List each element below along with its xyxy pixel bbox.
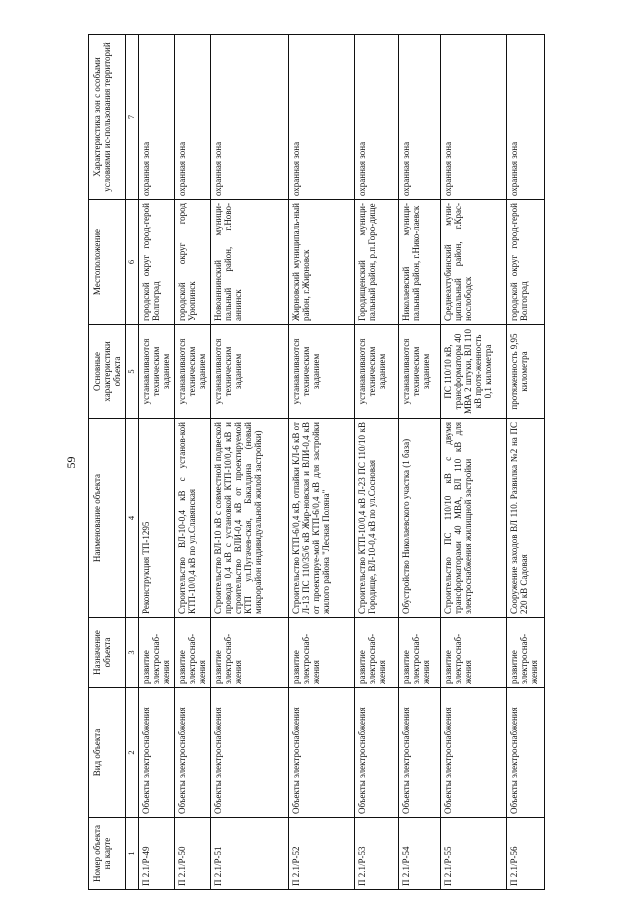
object-type: Объекты электроснабжения (174, 688, 210, 818)
object-purpose: развитие электроснаб-жения (506, 618, 544, 688)
object-name: Сооружение заходов ВЛ 110. Развилка №2 на ПС 220 кВ Садовая (506, 419, 544, 618)
object-location: Городищенский муници-пальный район, р.п.Горо-дище (354, 200, 398, 325)
object-location: Среднеахтубинский муни-ципальный район, г.Крас-нослободск (440, 200, 506, 325)
object-purpose: развитие электроснаб-жения (288, 618, 354, 688)
object-type: Объекты электроснабжения (440, 688, 506, 818)
object-number: П 2.1/Р-52 (288, 818, 354, 890)
object-zone: охранная зона (210, 35, 288, 200)
object-purpose: развитие электроснаб-жения (440, 618, 506, 688)
object-number: П 2.1/Р-55 (440, 818, 506, 890)
table-row (398, 35, 440, 890)
object-type: Объекты электроснабжения (354, 688, 398, 818)
object-type: Объекты электроснабжения (210, 688, 288, 818)
column-number-row (126, 35, 139, 890)
header-cell: Местоположение (89, 200, 126, 325)
object-type: Объекты электроснабжения (138, 688, 174, 818)
object-characteristics: устанавливаются техническим заданием (138, 325, 174, 419)
column-number: 5 (126, 325, 139, 419)
object-purpose: развитие электроснаб-жения (354, 618, 398, 688)
column-number: 1 (126, 818, 139, 890)
header-cell: Наименование объекта (89, 419, 126, 618)
object-name: Строительство КТП-6/0,4 кВ, отпайки КЛ-6 кВ от Л-13 ПС 110/35/6 кВ Жир-новская и ВЛИ-0,4 кВ от проектируе-мой КТП-6/0,4 кВ для застройки жилого района "Лесная Поляна" (288, 419, 354, 618)
object-purpose: развитие электроснаб-жения (174, 618, 210, 688)
table-row (288, 35, 354, 890)
object-type: Объекты электроснабжения (398, 688, 440, 818)
object-name: Строительство ВЛ-10 кВ с совместной подвеской провода 0,4 кВ с установкой КТП-10/0,4 кВ и строительство ВЛИ-0,4 кВ от проектируемой КТП ул.Пугачев-ская, Бакалдина (новый микрорайон индивидуальной жилой застройки) (210, 419, 288, 618)
object-number: П 2.1/Р-50 (174, 818, 210, 890)
object-type: Объекты электроснабжения (506, 688, 544, 818)
object-zone: охранная зона (174, 35, 210, 200)
table-row (440, 35, 506, 890)
object-characteristics: ПС 110/10 кВ, трансформаторы 40 МВА 2 штуки, ВЛ 110 кВ протя-женность 0,1 километра (440, 325, 506, 419)
object-number: П 2.1/Р-51 (210, 818, 288, 890)
object-number: П 2.1/Р-54 (398, 818, 440, 890)
table-row (174, 35, 210, 890)
object-zone: охранная зона (138, 35, 174, 200)
object-zone: охранная зона (354, 35, 398, 200)
object-location: Николаевский муници-пальный район, г.Нико-лаевск (398, 200, 440, 325)
object-location: Новоаннинский муници-пальный район, г.Ново-аннинск (210, 200, 288, 325)
object-number: П 2.1/Р-56 (506, 818, 544, 890)
table-row (354, 35, 398, 890)
object-zone: охранная зона (440, 35, 506, 200)
object-characteristics: устанавливаются техническим заданием (398, 325, 440, 419)
object-zone: охранная зона (288, 35, 354, 200)
object-zone: охранная зона (506, 35, 544, 200)
column-number: 6 (126, 200, 139, 325)
header-cell: Вид объекта (89, 688, 126, 818)
object-number: П 2.1/Р-49 (138, 818, 174, 890)
object-characteristics: устанавливаются техническим заданием (210, 325, 288, 419)
header-cell: Назначение объекта (89, 618, 126, 688)
object-name: Строительство ВЛ-10-0,4 кВ с установ-кой КТП-10/0,4 кВ по ул.Славянская (174, 419, 210, 618)
column-number: 4 (126, 419, 139, 618)
object-characteristics: устанавливаются техническим заданием (174, 325, 210, 419)
object-location: Жирновский муниципаль-ный район, г.Жирновск (288, 200, 354, 325)
table-row (506, 35, 544, 890)
object-number: П 2.1/Р-53 (354, 818, 398, 890)
object-characteristics: устанавливаются техническим заданием (288, 325, 354, 419)
object-location: городской округ город Урюпинск (174, 200, 210, 325)
header-cell: Номер объекта на карте (89, 818, 126, 890)
object-name: Строительство ПС 110/10 кВ с двумя трансформаторами 40 МВА, ВЛ 110 кВ для электроснабжения жилищной застройки (440, 419, 506, 618)
header-row (89, 35, 126, 890)
header-cell: Основные характеристики объекта (89, 325, 126, 419)
table-row (210, 35, 288, 890)
object-location: городской округ город-герой Волгоград (506, 200, 544, 325)
object-name: Строительство КТП-10/0,4 кВ Л-23 ПС 110/10 кВ Городище, ВЛ-10-0,4 кВ по ул.Сосновая (354, 419, 398, 618)
object-purpose: развитие электроснаб-жения (398, 618, 440, 688)
column-number: 2 (126, 688, 139, 818)
object-purpose: развитие электроснаб-жения (138, 618, 174, 688)
object-characteristics: устанавливаются техническим заданием (354, 325, 398, 419)
object-name: Реконструкция ТП-1295 (138, 419, 174, 618)
objects-table (88, 34, 545, 890)
column-number: 3 (126, 618, 139, 688)
object-name: Обустройство Николаевского участка (1 база) (398, 419, 440, 618)
page-number: 59 (64, 456, 78, 469)
object-location: городской округ город-герой Волгоград (138, 200, 174, 325)
column-number: 7 (126, 35, 139, 200)
table-row (138, 35, 174, 890)
object-purpose: развитие электроснаб-жения (210, 618, 288, 688)
object-zone: охранная зона (398, 35, 440, 200)
header-cell: Характеристика зон с особыми условиями ис-пользования территорий (89, 35, 126, 200)
rotated-page (60, 35, 585, 890)
object-characteristics: протяженность 9,95 километра (506, 325, 544, 419)
object-type: Объекты электроснабжения (288, 688, 354, 818)
